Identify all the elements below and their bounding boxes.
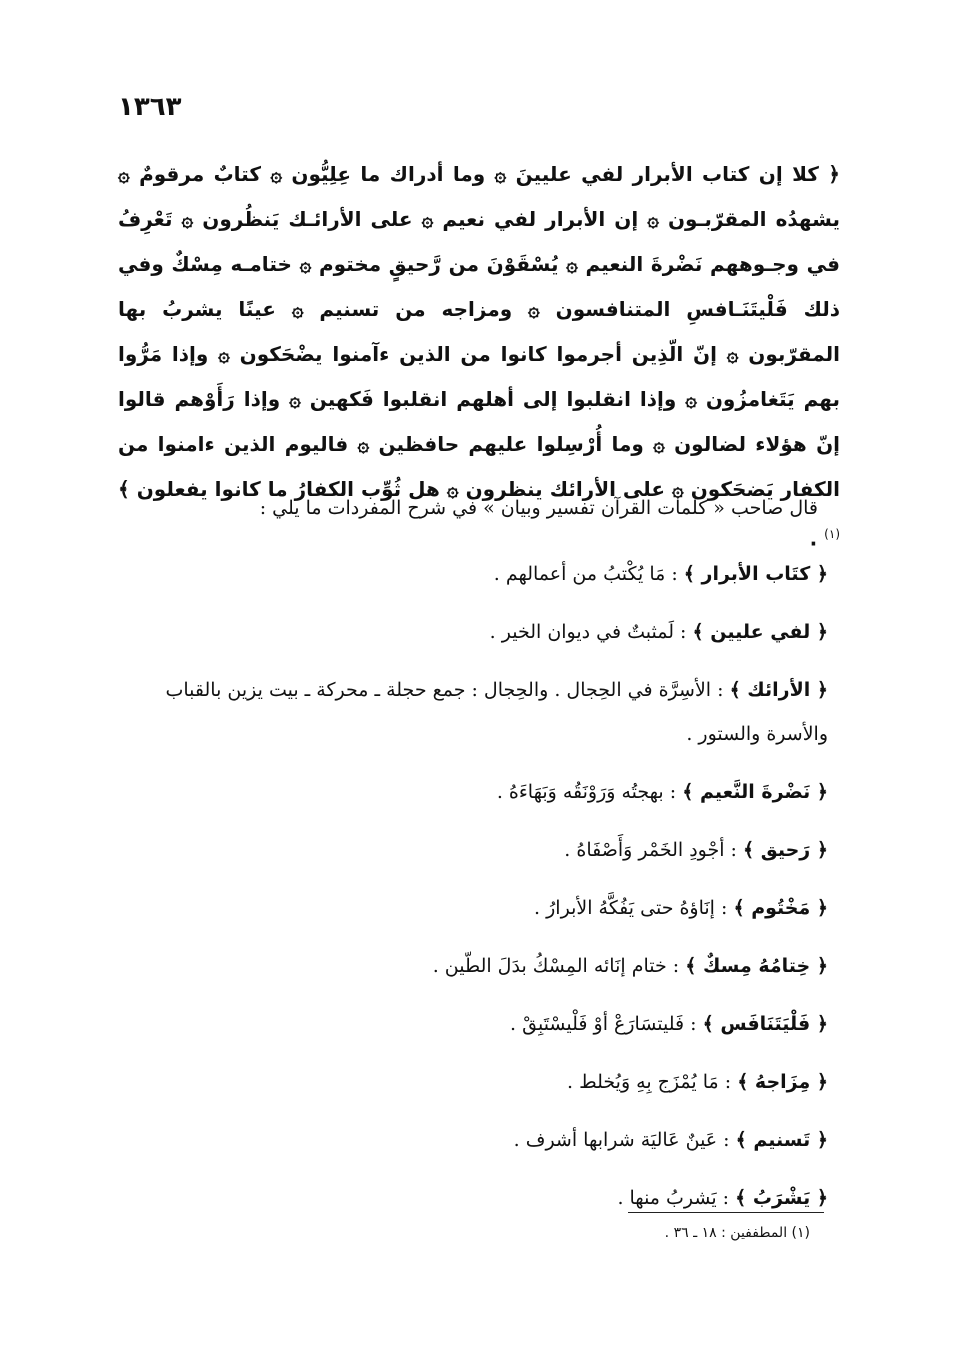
definition-term: ﴿ الأرائك ﴾	[729, 679, 828, 701]
verses-text: ﴿ كلا إن كتاب الأبرار لفي عليينَ ۞ وما أدراك ما عِلِيُّون ۞ كتابٌ مرقومٌ ۞ يشهدُه المقرّبـون ۞ إن الأبرار لفي نعيم ۞ على الأرائـك يَنظُرون ۞ تَعْرِفُ في وجـوههم نَضْرةَ النعيم ۞ يُسْقَوْنَ من رَّحيقٍ مختوم ۞ ختامـه مِسْكٌ وفي ذلك فَلْيتَنَـافسِ المتنافسون ۞ ومزاجه من تسنيم ۞ عينًا يشربُ بها المقرّبون ۞ إنّ الّذِين أجرموا كانوا من الذين ءآمنوا يضْحَكون ۞ وإذا مَرُّوا بهم يَتَغامزُون ۞ وإذا انقلبوا إلى أهلهم انقلبوا فَكهين ۞ وإذا رَأَوْهم قالوا إنّ هؤلاء لضالون ۞ وما أُرْسِلوا عليهم حافظين ۞ فاليوم الذين ءامنوا من الكفار يَضحَكون ۞ على الأرائك ينظرون ۞ هل ثُوِّب الكفارُ ما كانوا يفعلون ﴾	[118, 162, 840, 501]
definition-term: ﴿ فَلْيَتَنَافَس ﴾	[702, 1013, 828, 1035]
definition-meaning: : أجْودِ الخَمْر وَأَصْفَاهُ .	[564, 839, 743, 861]
definition-meaning: : بهجتُه وَرَوْنَقُه وَبَهَاءَهُ .	[496, 781, 683, 803]
definition-item	[108, 1053, 828, 1111]
definition-item	[108, 821, 828, 879]
definition-meaning: : لَمثبتٌ في ديوان الخير .	[489, 621, 693, 643]
definition-item	[108, 668, 848, 756]
page-number: ١٣٦٣	[118, 92, 182, 122]
definition-meaning: : عَينٌ عَاليَة شرابها أشرف .	[513, 1129, 736, 1151]
verses-end: .	[809, 526, 825, 551]
definition-term: ﴿ لفي عليين ﴾	[692, 621, 828, 643]
definition-item	[108, 995, 828, 1053]
definition-term: ﴿ يَشْرَبُ ﴾	[735, 1187, 828, 1209]
definition-item	[108, 1111, 828, 1169]
definition-term: ﴿ نَضْرةَ النَّعيم ﴾	[682, 781, 828, 803]
footnote-divider	[628, 1212, 824, 1213]
definition-item	[108, 763, 828, 821]
definition-item	[108, 879, 828, 937]
intro-line: قال صاحب « كلمات القرآن تفسير وبيان » في شرح المفردات ما يلي :	[259, 497, 818, 519]
definition-meaning: : مَا يُكْتبُ من أعمالهم .	[493, 563, 684, 585]
definition-term: ﴿ رَحيق ﴾	[742, 839, 828, 861]
definition-meaning: : يَشربُ منها .	[617, 1187, 736, 1209]
definition-meaning: : إنَاؤهُ حتى يَفُكَّهُ الأبرارُ .	[534, 897, 734, 919]
definition-term: ﴿ مِزَاجهُ ﴾	[737, 1071, 828, 1093]
definition-meaning: : مَا يُمْزَج بِهِ وَيُخلط .	[566, 1071, 738, 1093]
definition-meaning: : الأسِرَّة في الحِجال . والحِجال : جمع حجلة ـ محركة ـ بيت يزين بالقباب والأسرة والستور .	[165, 679, 828, 745]
definition-term: ﴿ مَخْتُوم ﴾	[733, 897, 828, 919]
definition-term: ﴿ كتَاب الأبرار ﴾	[683, 563, 828, 585]
footnote: (١) المطففين : ١٨ ـ ٣٦ .	[664, 1225, 810, 1241]
definition-term: ﴿ خِتامُهُ مِسكٌ ﴾	[685, 955, 828, 977]
definition-meaning: : فَليتسَارَعْ أوْ فَلْيسْتَبِقْ .	[510, 1013, 703, 1035]
definition-item	[108, 937, 828, 995]
definitions-list	[108, 545, 828, 1227]
definition-item	[108, 1169, 828, 1227]
definition-meaning: : ختام إنَائه المِسْكُ بدَلَ الطّين .	[432, 955, 686, 977]
definition-item	[108, 545, 828, 603]
footnote-marker: (١)	[824, 527, 840, 541]
definition-item	[108, 603, 828, 661]
definition-term: ﴿ تَسنيم ﴾	[735, 1129, 828, 1151]
